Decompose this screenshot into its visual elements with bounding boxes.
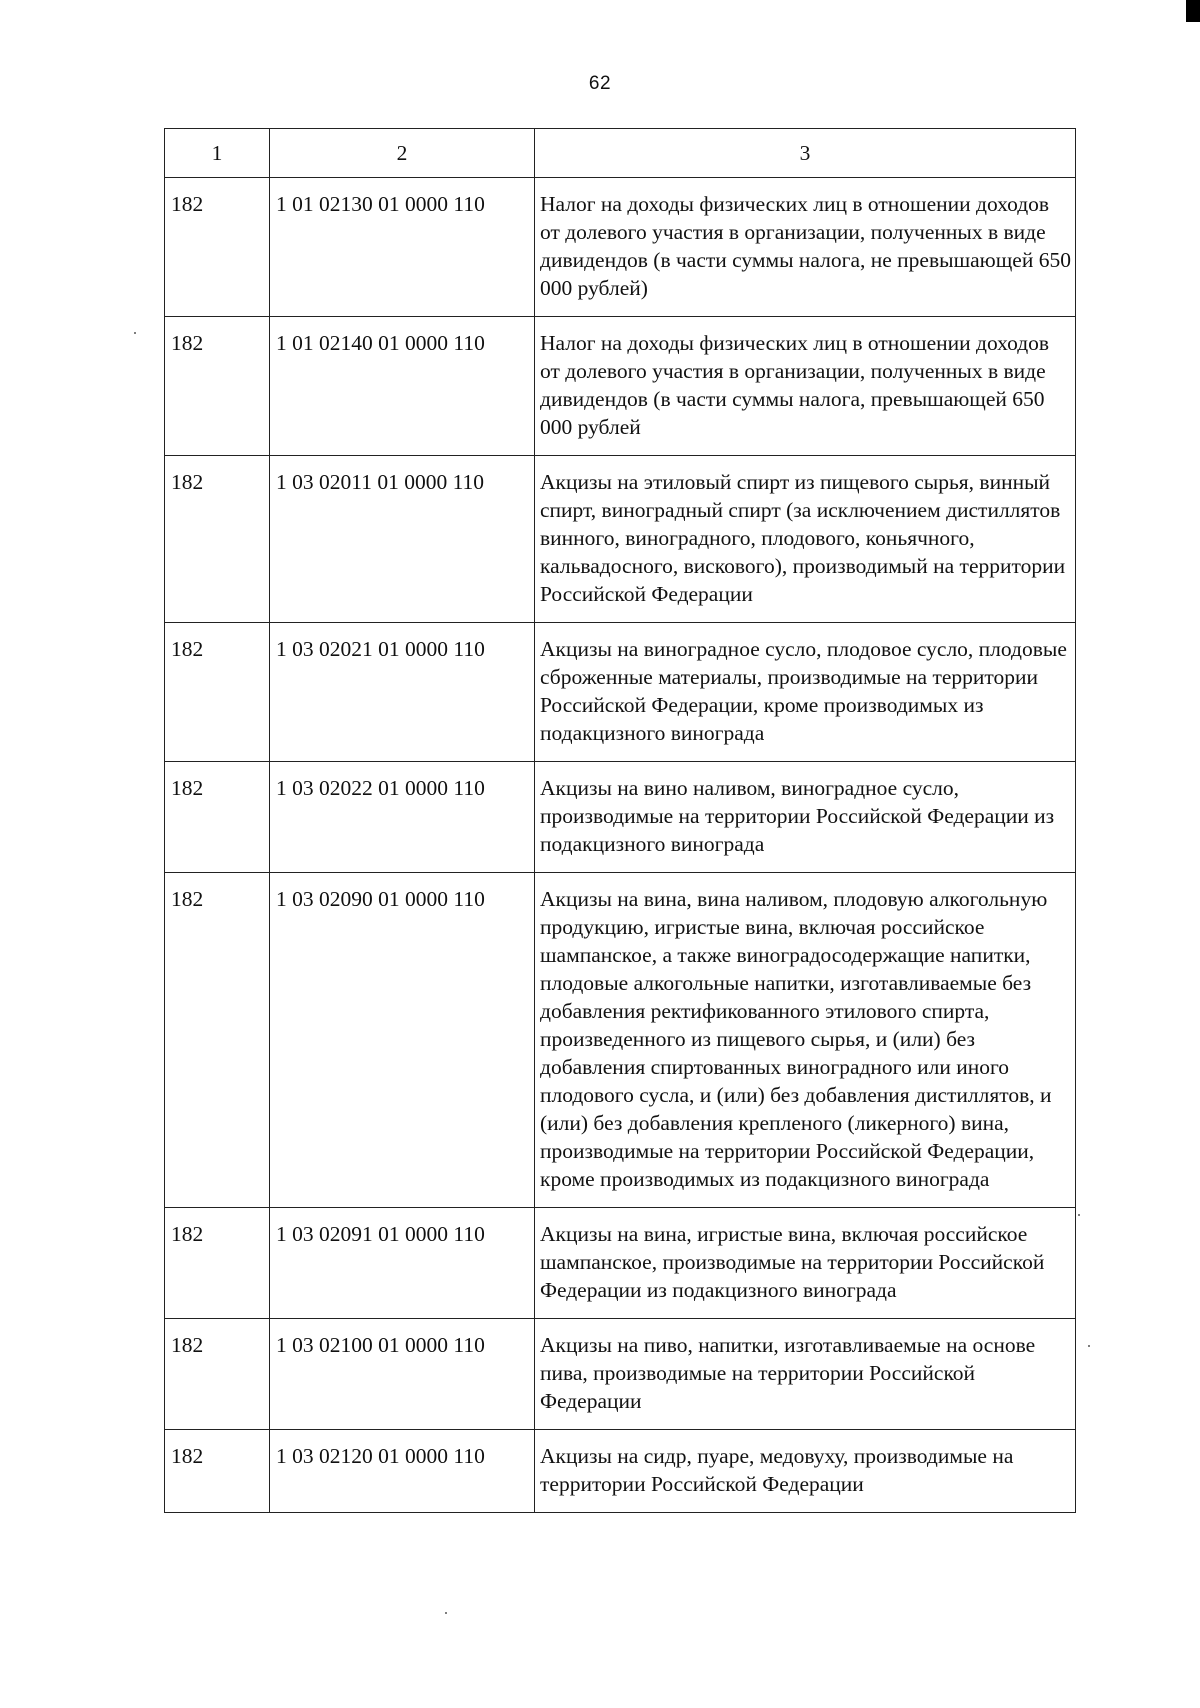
table-row — [165, 623, 1076, 762]
admin-code-cell: 182 — [165, 456, 270, 623]
admin-code-cell: 182 — [165, 1319, 270, 1430]
budget-codes-table — [164, 128, 1076, 1513]
income-name-cell: Налог на доходы физических лиц в отношении доходов от долевого участия в организации, полученных в виде дивидендов (в части суммы налога, не превышающей 650 000 рублей) — [535, 178, 1076, 317]
admin-code-cell: 182 — [165, 178, 270, 317]
table-row — [165, 1208, 1076, 1319]
budget-code-cell: 1 03 02011 01 0000 110 — [270, 456, 535, 623]
admin-code-cell: 182 — [165, 1430, 270, 1513]
admin-code-cell: 182 — [165, 623, 270, 762]
table-row — [165, 317, 1076, 456]
admin-code-cell: 182 — [165, 762, 270, 873]
admin-code-cell: 182 — [165, 1208, 270, 1319]
income-name-cell: Акцизы на вина, игристые вина, включая российское шампанское, производимые на территории Российской Федерации из подакцизного винограда — [535, 1208, 1076, 1319]
scan-speck — [1078, 1214, 1080, 1216]
budget-code-cell: 1 03 02022 01 0000 110 — [270, 762, 535, 873]
budget-code-cell: 1 01 02140 01 0000 110 — [270, 317, 535, 456]
income-name-cell: Налог на доходы физических лиц в отношении доходов от долевого участия в организации, полученных в виде дивидендов (в части суммы налога, превышающей 650 000 рублей — [535, 317, 1076, 456]
column-header-3: 3 — [535, 129, 1076, 178]
page-number: 62 — [588, 73, 612, 94]
income-name-cell: Акцизы на пиво, напитки, изготавливаемые на основе пива, производимые на территории Российской Федерации — [535, 1319, 1076, 1430]
table-row — [165, 1430, 1076, 1513]
budget-code-cell: 1 03 02091 01 0000 110 — [270, 1208, 535, 1319]
table-body — [165, 178, 1076, 1513]
scan-corner-mark — [1186, 0, 1200, 22]
income-name-cell: Акцизы на виноградное сусло, плодовое сусло, плодовые сброженные материалы, производимые на территории Российской Федерации, кроме производимых из подакцизного винограда — [535, 623, 1076, 762]
table-row — [165, 873, 1076, 1208]
admin-code-cell: 182 — [165, 317, 270, 456]
scan-speck — [1088, 1345, 1090, 1347]
budget-code-cell: 1 01 02130 01 0000 110 — [270, 178, 535, 317]
column-header-1: 1 — [165, 129, 270, 178]
table-row — [165, 762, 1076, 873]
table-row — [165, 178, 1076, 317]
income-name-cell: Акцизы на вина, вина наливом, плодовую алкогольную продукцию, игристые вина, включая российское шампанское, а также виноградосодержащие напитки, плодовые алкогольные напитки, изготавливаемые без добавления ректификованного этилового спирта, произведенного из пищевого сырья, и (или) без добавления спиртованных виноградного или иного плодового сусла, и (или) без добавления дистиллятов, и (или) без добавления крепленого (ликерного) вина, производимые на территории Российской Федерации, кроме производимых из подакцизного винограда — [535, 873, 1076, 1208]
admin-code-cell: 182 — [165, 873, 270, 1208]
budget-code-cell: 1 03 02100 01 0000 110 — [270, 1319, 535, 1430]
budget-code-cell: 1 03 02021 01 0000 110 — [270, 623, 535, 762]
income-name-cell: Акцизы на этиловый спирт из пищевого сырья, винный спирт, виноградный спирт (за исключением дистиллятов винного, виноградного, плодового, коньячного, кальвадосного, вискового), производимый на территории Российской Федерации — [535, 456, 1076, 623]
income-name-cell: Акцизы на сидр, пуаре, медовуху, производимые на территории Российской Федерации — [535, 1430, 1076, 1513]
table-row — [165, 456, 1076, 623]
budget-code-cell: 1 03 02120 01 0000 110 — [270, 1430, 535, 1513]
scan-speck — [134, 332, 136, 334]
budget-code-cell: 1 03 02090 01 0000 110 — [270, 873, 535, 1208]
column-header-2: 2 — [270, 129, 535, 178]
income-name-cell: Акцизы на вино наливом, виноградное сусло, производимые на территории Российской Федерации из подакцизного винограда — [535, 762, 1076, 873]
scan-speck — [445, 1612, 447, 1614]
table-header — [165, 129, 1076, 178]
table-header-row — [165, 129, 1076, 178]
table-row — [165, 1319, 1076, 1430]
